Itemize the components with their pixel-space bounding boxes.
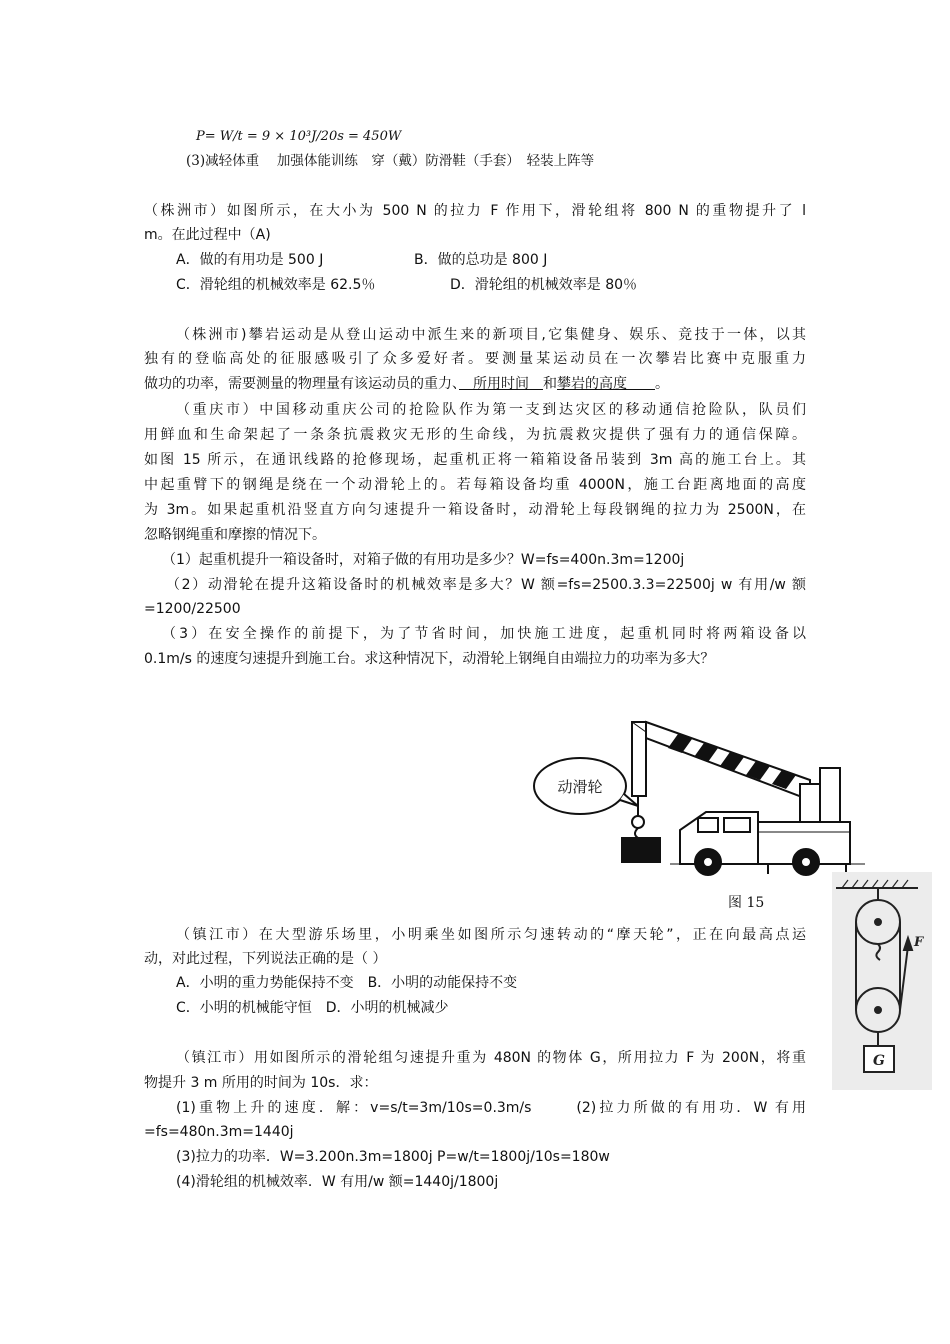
answer-blank-height: 攀岩的高度 xyxy=(557,376,655,392)
question-2-and: 和 xyxy=(543,376,557,392)
question-2-line-2: 独有的登临高处的征服感吸引了众多爱好者。要测量某运动员在一次攀岩比赛中克服重力 xyxy=(144,351,806,367)
question-4-line-1: （镇江市）在大型游乐场里，小明乘坐如图所示匀速转动的“摩天轮”，正在向最高点运 xyxy=(176,927,806,943)
answer-line: (3)减轻体重 加强体能训练 穿（戴）防滑鞋（手套） 轻装上阵等 xyxy=(186,153,595,169)
question-3-part-2-cont: =1200/22500 xyxy=(144,601,241,617)
option-a: A．做的有用功是 500 J xyxy=(176,252,324,268)
bubble-label: 动滑轮 xyxy=(557,778,603,796)
option-d: D．滑轮组的机械效率是 80％ xyxy=(450,277,638,293)
question-5-line-1: （镇江市）用如图所示的滑轮组匀速提升重为 480N 的物体 G，所用拉力 F 为 200N，将重 xyxy=(176,1050,806,1066)
question-1-stem: （株洲市）如图所示，在大小为 500 N 的拉力 F 作用下，滑轮组将 800 N 的重物提升了 l xyxy=(144,203,806,219)
question-5-part-1-2: (1)重物上升的速度．解：v=s/t=3m/10s=0.3m/s (2)拉力所做的有用功．W 有用 xyxy=(176,1100,806,1116)
question-3-line-3: 如图 15 所示，在通讯线路的抢修现场，起重机正将一箱箱设备吊装到 3m 高的施工台上。其 xyxy=(144,452,806,468)
question-2-line-1: （株洲市)攀岩运动是从登山运动中派生来的新项目,它集健身、娱乐、竞技于一体，以其 xyxy=(176,327,806,343)
question-3-line-4: 中起重臂下的钢绳是绕在一个动滑轮上的。若每箱设备均重 4000N，施工台距离地面的高度 xyxy=(144,477,806,493)
question-3-part-1: （1）起重机提升一箱设备时，对箱子做的有用功是多少？W=fs=400n.3m=1200j xyxy=(162,552,685,568)
formula-line: P= W/t = 9 × 10³J/20s = 450W xyxy=(196,129,402,144)
question-3-line-6: 忽略钢绳重和摩擦的情况下。 xyxy=(144,527,326,543)
question-4-line-2: 动，对此过程，下列说法正确的是（ ） xyxy=(144,951,387,967)
question-1-stem-cont: m。在此过程中（A) xyxy=(144,227,271,243)
question-3-part-3: （3）在安全操作的前提下，为了节省时间，加快施工进度，起重机同时将两箱设备以 xyxy=(162,626,806,642)
option-c: C．滑轮组的机械效率是 62.5％ xyxy=(176,277,376,293)
question-5-line-2: 物提升 3 m 所用的时间为 10s．求： xyxy=(144,1075,378,1091)
question-2-line-3 xyxy=(144,373,669,395)
answer-blank-time: 所用时间 xyxy=(459,376,543,392)
question-4-options-cd: C．小明的机械能守恒 D．小明的机械减少 xyxy=(176,1000,449,1016)
equipment-box xyxy=(622,838,660,862)
question-5-part-2-cont: =fs=480n.3m=1440j xyxy=(144,1124,294,1140)
pulley-figure xyxy=(832,872,932,1090)
question-3-line-1: （重庆市）中国移动重庆公司的抢险队作为第一支到达灾区的移动通信抢险队，队员们 xyxy=(176,402,806,418)
figure-caption: 图 15 xyxy=(728,895,765,911)
question-3-part-2: （2）动滑轮在提升这箱设备时的机械效率是多大？W 额=fs=2500.3.3=22500j w 有用/w 额 xyxy=(166,577,806,593)
question-3-line-5: 为 3m。如果起重机沿竖直方向匀速提升一箱设备时，动滑轮上每段钢绳的拉力为 2500N，在 xyxy=(144,502,806,518)
question-5-part-4: (4)滑轮组的机械效率．W 有用/w 额=1440j/1800j xyxy=(176,1174,499,1190)
question-3-part-3-cont: 0.1m/s 的速度匀速提升到施工台。求这种情况下，动滑轮上钢绳自由端拉力的功率为多大？ xyxy=(144,651,715,667)
crane-figure xyxy=(520,712,872,880)
question-3-line-2: 用鲜血和生命架起了一条条抗震救灾无形的生命线，为抗震救灾提供了强有力的通信保障。 xyxy=(144,427,806,443)
question-5-part-3: (3)拉力的功率．W=3.200n.3m=1800j P=w/t=1800j/10s=180w xyxy=(176,1149,610,1165)
force-label: F xyxy=(914,935,924,950)
question-4-options-ab: A．小明的重力势能保持不变 B．小明的动能保持不变 xyxy=(176,975,518,991)
weight-label: G xyxy=(873,1053,885,1069)
question-2-text: 做功的功率，需要测量的物理量有该运动员的重力、 xyxy=(144,376,459,392)
option-b: B．做的总功是 800 J xyxy=(414,252,548,268)
question-2-end: 。 xyxy=(655,376,669,392)
